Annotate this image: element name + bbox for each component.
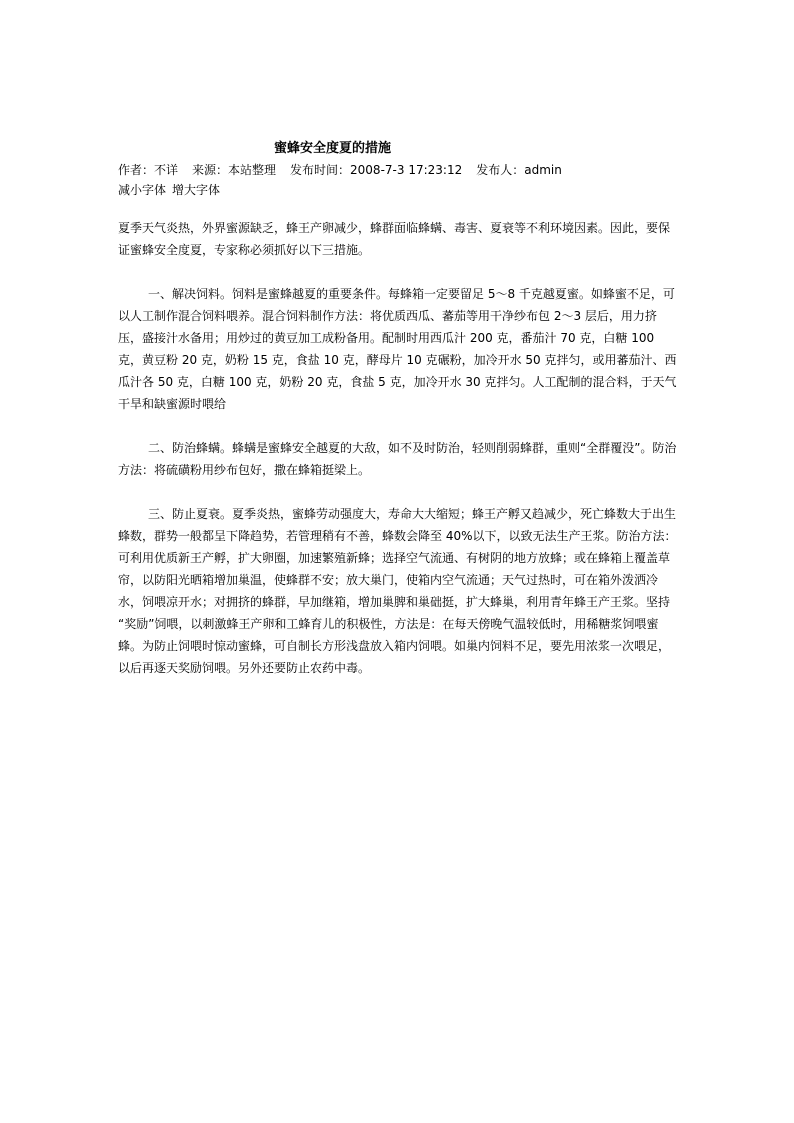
paragraph-summer-decline: 三、防止夏衰。夏季炎热，蜜蜂劳动强度大，寿命大大缩短；蜂王产孵又趋减少，死亡蜂数大于出生蜂数，群势一般都呈下降趋势，若管理稍有不善，蜂数会降至 40%以下，以致无法生产王浆。防治方法：可利用优质新王产孵，扩大卵圈，加速繁殖新蜂；选择空气流通、有树阴的地方放蜂；或在蜂箱上覆盖草帘，以防阳光晒箱增加巢温，使蜂群不安；放大巢门，使箱内空气流通；天气过热时，可在箱外泼洒冷水，饲喂凉开水；对拥挤的蜂群，早加继箱，增加巢脾和巢础挺，扩大蜂巢，利用青年蜂王产王浆。坚持 “奖励”饲喂，以刺激蜂王产卵和工蜂育儿的积极性，方法是：在每天傍晚气温较低时，用稀糖浆饲喂蜜蜂。为防止饲喂时惊动蜜蜂，可自制长方形浅盘放入箱内饲喂。如巢内饲料不足，要先用浓浆一次喂足，以后再逐天奖励饲喂。另外还要防止农药中毒。 [118,507,677,675]
article [118,140,678,679]
font-size-controls [118,180,678,200]
paragraph-mites: 二、防治蜂螨。蜂螨是蜜蜂安全越夏的大敌，如不及时防治，轻则削弱蜂群，重则“全群覆没”。防治方法：将硫磺粉用纱布包好，撒在蜂箱挺梁上。 [118,441,677,477]
meta-source: 来源：本站整理 [192,163,277,177]
meta-publisher: 发布人：admin [476,163,562,177]
article-meta [118,160,678,180]
increase-font-link[interactable]: 增大字体 [172,183,221,197]
article-intro: 夏季天气炎热，外界蜜源缺乏，蜂王产卵减少，蜂群面临蜂螨、毒害、夏衰等不利环境因素。因此，要保证蜜蜂安全度夏，专家称必须抓好以下三措施。 [118,221,671,257]
meta-published: 发布时间：2008-7-3 17:23:12 [290,163,463,177]
meta-author: 作者：不详 [118,163,179,177]
paragraph-feed: 一、解决饲料。饲料是蜜蜂越夏的重要条件。每蜂箱一定要留足 5～8 千克越夏蜜。如蜂蜜不足，可以人工制作混合饲料喂养。混合饲料制作方法：将优质西瓜、蕃茄等用干净纱布包 2～3 层后，用力挤压，盛接汁水备用；用炒过的黄豆加工成粉备用。配制时用西瓜汁 200 克，番茄汁 70 克，白糖 100 克，黄豆粉 20 克，奶粉 15 克，食盐 10 克，酵母片 10 克碾粉，加冷开水 50 克拌匀，或用蕃茄汁、西瓜汁各 50 克，白糖 100 克，奶粉 20 克，食盐 5 克，加冷开水 30 克拌匀。人工配制的混合料，于天气干旱和缺蜜源时喂给 [118,287,677,411]
article-title: 蜜蜂安全度夏的措施 [274,141,392,156]
decrease-font-link[interactable]: 减小字体 [118,183,167,197]
